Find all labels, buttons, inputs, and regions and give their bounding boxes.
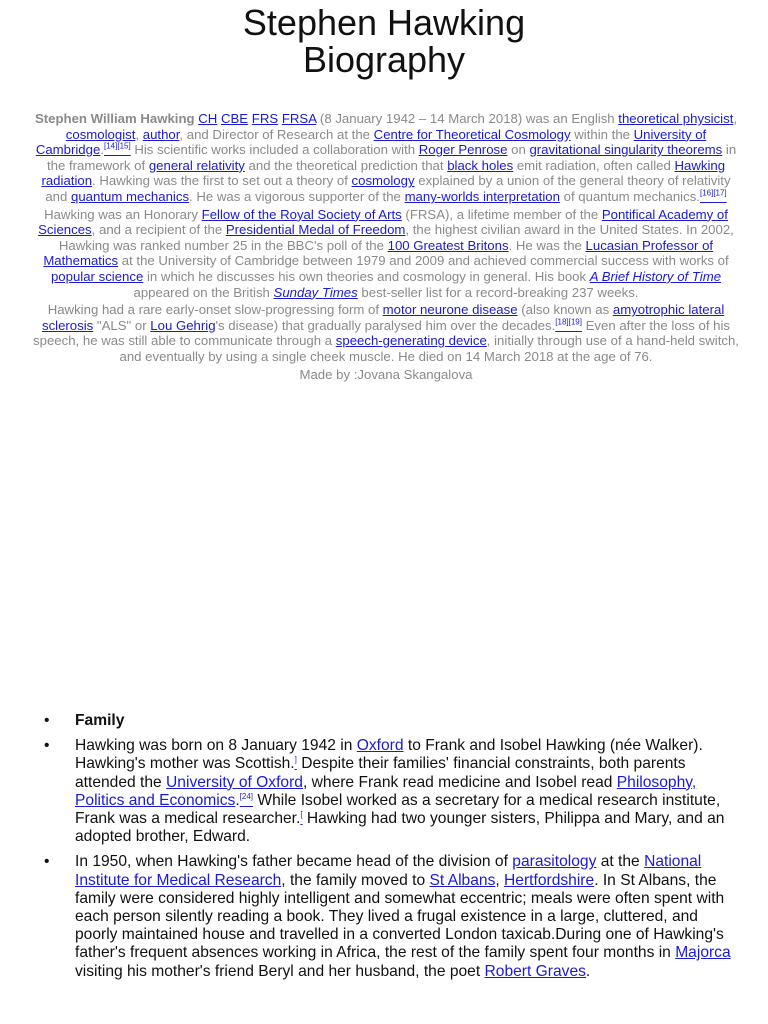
text-run: best-seller list for a record-breaking 237 weeks. bbox=[357, 284, 639, 300]
text-run: in the framework of bbox=[46, 142, 737, 173]
title-line-2: Biography bbox=[302, 39, 466, 80]
text-run: , where Frank read medicine and Isobel read bbox=[302, 773, 617, 791]
inline-link[interactable]: Robert Graves bbox=[484, 962, 586, 980]
inline-link[interactable]: University of Oxford bbox=[166, 773, 303, 791]
inline-link[interactable]: speech-generating device bbox=[335, 333, 487, 349]
intro-paragraph-1 bbox=[30, 111, 742, 205]
text-run: , the highest civilian award in the United States. In 2002, Hawking was ranked number 25 in the BBC's poll of the bbox=[58, 222, 734, 253]
text-run: Hawking was born on 8 January 1942 in bbox=[75, 737, 357, 755]
text-run: . bbox=[235, 791, 240, 809]
inline-link[interactable]: Lou Gehrig bbox=[150, 317, 216, 333]
family-paragraph-1 bbox=[75, 737, 724, 845]
list-item bbox=[44, 853, 734, 980]
text-run: Hawking had a rare early-onset slow-progressing form of bbox=[47, 302, 383, 318]
list-item bbox=[44, 712, 734, 730]
family-paragraph-2 bbox=[75, 853, 731, 979]
text-run: "ALS" or bbox=[93, 317, 151, 333]
bullet: • bbox=[44, 737, 50, 755]
text-run: , bbox=[733, 111, 738, 126]
text-run: . He was the bbox=[508, 237, 586, 253]
text-run: (FRSA), a lifetime member of the bbox=[401, 206, 602, 222]
text-run: , bbox=[135, 126, 143, 142]
text-run: visiting his mother's friend Beryl and her husband, the poet bbox=[75, 962, 485, 980]
inline-link[interactable]: Sunday Times bbox=[273, 284, 358, 300]
inline-link[interactable]: Hawking radiation bbox=[41, 157, 726, 189]
citation-link[interactable]: [24] bbox=[239, 791, 254, 801]
inline-link[interactable]: A Brief History of Time bbox=[589, 268, 722, 284]
inline-link[interactable]: popular science bbox=[50, 268, 144, 284]
inline-link[interactable]: Oxford bbox=[356, 737, 404, 755]
inline-link[interactable]: CH bbox=[198, 111, 218, 126]
inline-link[interactable]: Fellow of the Royal Society of Arts bbox=[201, 206, 402, 222]
inline-link[interactable]: general relativity bbox=[148, 157, 245, 173]
citation-link[interactable]: [ bbox=[300, 809, 303, 819]
inline-link[interactable]: Philosophy, Politics and Economics bbox=[75, 773, 697, 809]
inline-link[interactable]: many-worlds interpretation bbox=[404, 188, 560, 204]
text-run: on bbox=[507, 142, 530, 158]
inline-link[interactable]: FRS bbox=[251, 111, 279, 126]
inline-link[interactable]: National Institute for Medical Research bbox=[75, 853, 702, 889]
inline-link[interactable]: CBE bbox=[220, 111, 249, 126]
text-run: appeared on the British bbox=[133, 284, 274, 300]
inline-link[interactable]: Presidential Medal of Freedom bbox=[225, 222, 406, 238]
text-run: . He was a vigorous supporter of the bbox=[189, 188, 405, 204]
inline-link[interactable]: motor neurone disease bbox=[382, 302, 518, 318]
list-item bbox=[44, 737, 734, 846]
text-run: at the University of Cambridge between 1979 and 2009 and achieved commercial success with works of bbox=[118, 253, 729, 269]
intro-paragraph-2 bbox=[30, 207, 742, 301]
text-run: (8 January 1942 – 14 March 2018) was an English bbox=[316, 111, 619, 126]
inline-link[interactable]: parasitology bbox=[512, 853, 597, 871]
inline-link[interactable]: FRSA bbox=[281, 111, 317, 126]
text-run: Hawking had two younger sisters, Philippa and Mary, and an adopted brother, Edward. bbox=[75, 810, 725, 846]
text-run: (also known as bbox=[517, 302, 613, 318]
inline-link[interactable]: Roger Penrose bbox=[418, 142, 508, 158]
bullet: • bbox=[44, 853, 50, 871]
citation-link[interactable]: [16][17] bbox=[699, 188, 727, 198]
text-run: Stephen William Hawking bbox=[34, 111, 195, 126]
inline-link[interactable]: Lucasian Professor of Mathematics bbox=[43, 237, 714, 269]
title-line-1: Stephen Hawking bbox=[242, 2, 526, 43]
intro-section bbox=[30, 111, 742, 384]
page-title bbox=[0, 0, 768, 78]
text-run: emit radiation, often called bbox=[513, 157, 675, 173]
text-run: His scientific works included a collaboration with bbox=[130, 142, 419, 158]
text-run: , and a recipient of the bbox=[91, 222, 226, 238]
intro-paragraph-3 bbox=[30, 302, 742, 364]
text-run: of quantum mechanics. bbox=[559, 188, 700, 204]
text-run: . In St Albans, the family were considered highly intelligent and somewhat eccentric; meals were often spent with each person silently reading a book. They lived a frugal existence in a large, cluttered, and poorly maintained house and travelled in a converted London taxicab.During one of Hawking's father's frequent absences working in Africa, the rest of the family spent four months in bbox=[75, 871, 725, 962]
text-run: Even after the loss of his speech, he was still able to communicate through a bbox=[33, 317, 731, 349]
text-run: , the family moved to bbox=[281, 871, 430, 889]
inline-link[interactable]: theoretical physicist bbox=[618, 111, 734, 126]
citation-link[interactable]: ] bbox=[294, 755, 297, 765]
inline-link[interactable]: 100 Greatest Britons bbox=[387, 237, 509, 253]
text-run: , initially through use of a hand-held switch, and eventually by using a single cheek muscle. He died on 14 March 2018 at the age of 76. bbox=[119, 333, 739, 364]
text-run: 's disease) that gradually paralysed him over the decades. bbox=[215, 317, 556, 333]
family-section bbox=[44, 712, 734, 988]
text-run: Hawking was an Honorary bbox=[44, 206, 202, 222]
text-run: . bbox=[585, 962, 591, 980]
text-run: . bbox=[100, 142, 104, 158]
text-run: Despite their families' financial constraints, both parents attended the bbox=[75, 755, 686, 791]
text-run: and the theoretical prediction that bbox=[244, 157, 448, 173]
inline-link[interactable]: black holes bbox=[447, 157, 514, 173]
inline-link[interactable]: amyotrophic lateral sclerosis bbox=[41, 302, 725, 333]
inline-link[interactable]: cosmologist bbox=[65, 126, 136, 142]
text-run: within the bbox=[570, 126, 634, 142]
inline-link[interactable]: Centre for Theoretical Cosmology bbox=[373, 126, 571, 142]
inline-link[interactable]: author bbox=[142, 126, 180, 142]
text-run: in which he discusses his own theories and cosmology in general. His book bbox=[143, 268, 590, 284]
text-run: In 1950, when Hawking's father became head of the division of bbox=[75, 853, 513, 871]
text-run: While Isobel worked as a secretary for a medical research institute, Frank was a medical researcher. bbox=[75, 791, 721, 828]
text-run: , bbox=[495, 871, 505, 889]
text-run: at the bbox=[596, 853, 645, 871]
citation-link[interactable]: [18][19] bbox=[555, 317, 582, 327]
inline-link[interactable]: quantum mechanics bbox=[71, 188, 190, 204]
bullet: • bbox=[44, 712, 50, 729]
text-run: explained by a union of the general theory of relativity and bbox=[45, 173, 731, 204]
text-run: . Hawking was the first to set out a theory of bbox=[92, 173, 352, 189]
inline-link[interactable]: cosmology bbox=[351, 173, 415, 189]
inline-link[interactable]: Pontifical Academy of Sciences bbox=[38, 206, 728, 238]
text-run: , and Director of Research at the bbox=[179, 126, 374, 142]
author-credit: Made by :Jovana Skangalova bbox=[299, 366, 473, 382]
inline-link[interactable]: Hertfordshire bbox=[504, 871, 595, 889]
section-heading: Family bbox=[75, 712, 125, 729]
inline-link[interactable]: Majorca bbox=[675, 944, 731, 962]
text-run: to Frank and Isobel Hawking (née Walker). Hawking's mother was Scottish. bbox=[75, 737, 703, 773]
inline-link[interactable]: gravitational singularity theorems bbox=[529, 142, 723, 158]
inline-link[interactable]: St Albans bbox=[429, 871, 496, 889]
inline-link[interactable]: University of Cambridge bbox=[35, 126, 707, 158]
citation-link[interactable]: [14][15] bbox=[104, 141, 131, 151]
